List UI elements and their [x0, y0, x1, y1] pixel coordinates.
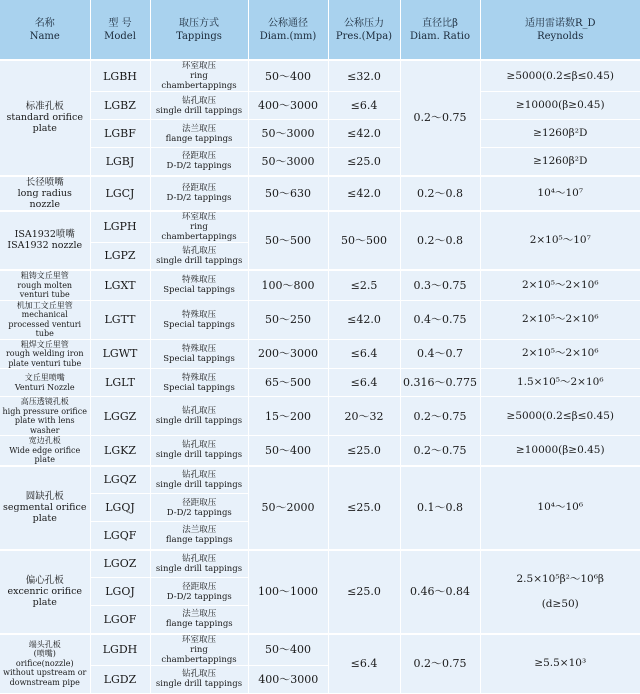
model-cell: LGCJ — [90, 176, 150, 211]
table-row — [0, 300, 640, 339]
pressure-cell: ≤25.0 — [328, 550, 400, 634]
diameter-cell: 50～250 — [248, 300, 328, 339]
diameter-cell: 400～3000 — [248, 92, 328, 120]
pressure-cell: ≤25.0 — [328, 436, 400, 466]
reynolds-cell: 2×10⁵～2×10⁶ — [480, 300, 640, 339]
reynolds-cell: ≥10000(β≥0.45) — [480, 436, 640, 466]
diameter-cell: 50～630 — [248, 176, 328, 211]
model-cell: LGPZ — [90, 242, 150, 270]
tapping-cell: 径距取压 D-D/2 tappings — [150, 494, 248, 522]
product-name-cell: 粗铸文丘里管 rough molten venturi tube — [0, 270, 90, 300]
col-header-pressure: 公称压力 Pres.(Mpa) — [328, 0, 400, 60]
tapping-cell: 法兰取压 flange tappings — [150, 522, 248, 550]
table-row — [0, 120, 640, 148]
table-row — [0, 60, 640, 92]
tapping-cell: 钻孔取压 single drill tappings — [150, 92, 248, 120]
tapping-cell: 钻孔取压 single drill tappings — [150, 550, 248, 578]
col-header-diameter-ratio: 直径比β Diam. Ratio — [400, 0, 480, 60]
model-cell: LGGZ — [90, 397, 150, 436]
table-row — [0, 634, 640, 666]
diameter-cell: 65～500 — [248, 369, 328, 397]
col-header-tappings: 取压方式 Tappings — [150, 0, 248, 60]
tapping-cell: 钻孔取压 single drill tappings — [150, 242, 248, 270]
tapping-cell: 钻孔取压 single drill tappings — [150, 436, 248, 466]
tapping-cell: 特殊取压 Special tappings — [150, 339, 248, 369]
diameter-cell: 50～3000 — [248, 148, 328, 176]
pressure-cell: ≤6.4 — [328, 339, 400, 369]
product-name-cell: 端头孔板 (喷嘴) orifice(nozzle) without upstream or downstream pipe — [0, 634, 90, 694]
header-row — [0, 0, 640, 60]
col-header-model: 型 号 Model — [90, 0, 150, 60]
table-row — [0, 397, 640, 436]
diameter-cell: 100～1000 — [248, 550, 328, 634]
model-cell: LGBF — [90, 120, 150, 148]
model-cell: LGOF — [90, 606, 150, 634]
col-header-name: 名称 Name — [0, 0, 90, 60]
pressure-cell: ≤6.4 — [328, 369, 400, 397]
product-name-cell: 粗焊文丘里管 rough welding iron plate venturi tube — [0, 339, 90, 369]
beta-cell: 0.2～0.75 — [400, 634, 480, 694]
diameter-cell: 50～3000 — [248, 120, 328, 148]
reynolds-cell: ≥1260β²D — [480, 120, 640, 148]
beta-cell: 0.2～0.75 — [400, 60, 480, 176]
table-row — [0, 466, 640, 494]
table-row — [0, 92, 640, 120]
model-cell: LGWT — [90, 339, 150, 369]
beta-cell: 0.1～0.8 — [400, 466, 480, 550]
beta-cell: 0.2～0.75 — [400, 397, 480, 436]
diameter-cell: 200～3000 — [248, 339, 328, 369]
tapping-cell: 环室取压 ring chambertappings — [150, 634, 248, 666]
model-cell: LGDH — [90, 634, 150, 666]
model-cell: LGQF — [90, 522, 150, 550]
table-row — [0, 211, 640, 243]
model-cell: LGBJ — [90, 148, 150, 176]
tapping-cell: 径距取压 D-D/2 tappings — [150, 176, 248, 211]
model-cell: LGKZ — [90, 436, 150, 466]
tapping-cell: 钻孔取压 single drill tappings — [150, 397, 248, 436]
model-cell: LGDZ — [90, 665, 150, 693]
tapping-cell: 径距取压 D-D/2 tappings — [150, 148, 248, 176]
table-row — [0, 369, 640, 397]
pressure-cell: ≤25.0 — [328, 148, 400, 176]
beta-cell: 0.2～0.8 — [400, 211, 480, 271]
diameter-cell: 50～400 — [248, 60, 328, 92]
tapping-cell: 特殊取压 Special tappings — [150, 369, 248, 397]
pressure-cell: ≤42.0 — [328, 176, 400, 211]
beta-cell: 0.4～0.7 — [400, 339, 480, 369]
model-cell: LGBH — [90, 60, 150, 92]
reynolds-cell: 2×10⁵～2×10⁶ — [480, 270, 640, 300]
tapping-cell: 径距取压 D-D/2 tappings — [150, 578, 248, 606]
reynolds-cell: 10⁴～10⁶ — [480, 466, 640, 550]
diameter-cell: 400～3000 — [248, 665, 328, 693]
model-cell: LGOZ — [90, 550, 150, 578]
pressure-cell: 50～500 — [328, 211, 400, 271]
diameter-cell: 50～2000 — [248, 466, 328, 550]
table-row — [0, 436, 640, 466]
tapping-cell: 环室取压 ring chambertappings — [150, 60, 248, 92]
pressure-cell: ≤25.0 — [328, 466, 400, 550]
table-row — [0, 270, 640, 300]
model-cell: LGOJ — [90, 578, 150, 606]
product-name-cell: 偏心孔板 excenric orifice plate — [0, 550, 90, 634]
pressure-cell: ≤32.0 — [328, 60, 400, 92]
reynolds-cell: 10⁴～10⁷ — [480, 176, 640, 211]
tapping-cell: 特殊取压 Special tappings — [150, 270, 248, 300]
reynolds-cell: 2×10⁵～10⁷ — [480, 211, 640, 271]
product-name-cell: 机加工文丘里管 mechanical processed venturi tube — [0, 300, 90, 339]
diameter-cell: 50～500 — [248, 211, 328, 271]
reynolds-cell: 2×10⁵～2×10⁶ — [480, 339, 640, 369]
reynolds-cell: 1.5×10⁵～2×10⁶ — [480, 369, 640, 397]
reynolds-cell: ≥5000(0.2≤β≤0.45) — [480, 397, 640, 436]
beta-cell: 0.2～0.8 — [400, 176, 480, 211]
model-cell: LGXT — [90, 270, 150, 300]
col-header-diameter: 公称通径 Diam.(mm) — [248, 0, 328, 60]
tapping-cell: 法兰取压 flange tappings — [150, 606, 248, 634]
col-header-reynolds: 适用雷诺数R_D Reynolds — [480, 0, 640, 60]
diameter-cell: 50～400 — [248, 634, 328, 666]
tapping-cell: 特殊取压 Special tappings — [150, 300, 248, 339]
tapping-cell: 钻孔取压 single drill tappings — [150, 466, 248, 494]
product-name-cell: ISA1932喷嘴 ISA1932 nozzle — [0, 211, 90, 271]
diameter-cell: 100～800 — [248, 270, 328, 300]
pressure-cell: ≤6.4 — [328, 92, 400, 120]
table-row — [0, 148, 640, 176]
product-name-cell: 标准孔板 standard orifice plate — [0, 60, 90, 176]
tapping-cell: 钻孔取压 single drill tappings — [150, 665, 248, 693]
reynolds-cell: ≥1260β²D — [480, 148, 640, 176]
pressure-cell: 20～32 — [328, 397, 400, 436]
model-cell: LGTT — [90, 300, 150, 339]
model-cell: LGQZ — [90, 466, 150, 494]
product-name-cell: 长径喷嘴 long radius nozzle — [0, 176, 90, 211]
pressure-cell: ≤6.4 — [328, 634, 400, 694]
reynolds-cell: ≥5.5×10³ — [480, 634, 640, 694]
table-row — [0, 176, 640, 211]
pressure-cell: ≤2.5 — [328, 270, 400, 300]
pressure-cell: ≤42.0 — [328, 120, 400, 148]
beta-cell: 0.2～0.75 — [400, 436, 480, 466]
product-name-cell: 圆缺孔板 segmental orifice plate — [0, 466, 90, 550]
model-cell: LGPH — [90, 211, 150, 243]
beta-cell: 0.3～0.75 — [400, 270, 480, 300]
beta-cell: 0.46～0.84 — [400, 550, 480, 634]
diameter-cell: 50～400 — [248, 436, 328, 466]
product-name-cell: 文丘里喷嘴 Venturi Nozzle — [0, 369, 90, 397]
beta-cell: 0.316～0.775 — [400, 369, 480, 397]
model-cell: LGBZ — [90, 92, 150, 120]
model-cell: LGQJ — [90, 494, 150, 522]
model-cell: LGLT — [90, 369, 150, 397]
beta-cell: 0.4～0.75 — [400, 300, 480, 339]
reynolds-cell: 2.5×10⁵β²～10⁶β (d≥50) — [480, 550, 640, 634]
tapping-cell: 法兰取压 flange tappings — [150, 120, 248, 148]
pressure-cell: ≤42.0 — [328, 300, 400, 339]
product-name-cell: 高压透镜孔板 high pressure orifice plate with lens washer — [0, 397, 90, 436]
diameter-cell: 15～200 — [248, 397, 328, 436]
tapping-cell: 环室取压 ring chambertappings — [150, 211, 248, 243]
reynolds-cell: ≥5000(0.2≤β≤0.45) — [480, 60, 640, 92]
product-name-cell: 宽边孔板 Wide edge orifice plate — [0, 436, 90, 466]
table-row — [0, 339, 640, 369]
table-row — [0, 550, 640, 578]
reynolds-cell: ≥10000(β≥0.45) — [480, 92, 640, 120]
